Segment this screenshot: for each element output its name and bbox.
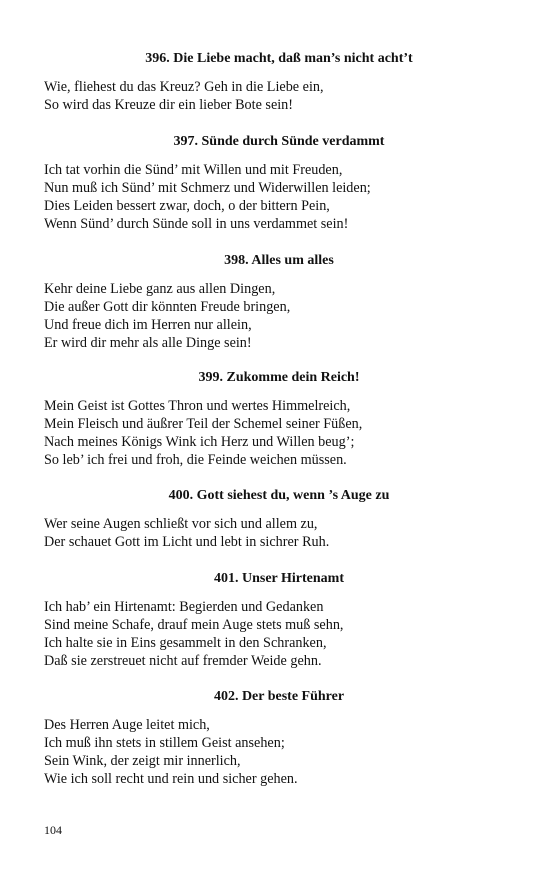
poem-402: [44, 688, 514, 788]
poem-line: Sein Wink, der zeigt mir innerlich,: [44, 753, 241, 769]
poem-line: Ich muß ihn stets in stillem Geist ansehen;: [44, 735, 285, 751]
poem-title: 396. Die Liebe macht, daß man’s nicht acht’t: [145, 51, 413, 66]
poem-line: Und freue dich im Herren nur allein,: [44, 317, 252, 333]
poem-stanza: [44, 78, 514, 114]
poem-397: [44, 133, 514, 233]
poem-line: Kehr deine Liebe ganz aus allen Dingen,: [44, 281, 276, 297]
poem-stanza: [44, 397, 514, 469]
poem-title: 400. Gott siehest du, wenn ’s Auge zu: [168, 488, 390, 503]
poem-400: [44, 487, 514, 551]
poem-title: 402. Der beste Führer: [213, 689, 345, 704]
poem-line: Mein Geist ist Gottes Thron und wertes Himmelreich,: [44, 398, 351, 414]
poem-line: Wie ich soll recht und rein und sicher gehen.: [44, 771, 298, 787]
poem-401: [44, 570, 514, 670]
poem-line: Nach meines Königs Wink ich Herz und Willen beug’;: [44, 434, 355, 450]
poem-title: 398. Alles um alles: [224, 253, 334, 268]
poem-line: Nun muß ich Sünd’ mit Schmerz und Widerwillen leiden;: [44, 180, 371, 196]
poem-line: Mein Fleisch und äußrer Teil der Schemel seiner Füßen,: [44, 416, 363, 432]
page-number: 104: [44, 823, 62, 837]
poem-stanza: [44, 515, 514, 551]
poem-stanza: [44, 598, 514, 670]
poem-line: Ich hab’ ein Hirtenamt: Begierden und Gedanken: [44, 599, 324, 615]
poem-line: Wer seine Augen schließt vor sich und allem zu,: [44, 516, 318, 532]
book-page: [44, 0, 514, 880]
poem-399: [44, 369, 514, 469]
poem-line: Wie, fliehest du das Kreuz? Geh in die Liebe ein,: [44, 79, 324, 95]
poem-line: Die außer Gott dir könnten Freude bringen,: [44, 299, 291, 315]
poem-line: Der schauet Gott im Licht und lebt in sichrer Ruh.: [44, 534, 330, 550]
poem-line: Er wird dir mehr als alle Dinge sein!: [44, 335, 252, 351]
poem-line: Ich tat vorhin die Sünd’ mit Willen und mit Freuden,: [44, 162, 343, 178]
poem-line: Sind meine Schafe, drauf mein Auge stets muß sehn,: [44, 617, 344, 633]
poem-line: Wenn Sünd’ durch Sünde soll in uns verdammet sein!: [44, 216, 349, 232]
poem-line: Daß sie zerstreuet nicht auf fremder Weide gehn.: [44, 653, 322, 669]
poem-stanza: [44, 161, 514, 233]
poem-stanza: [44, 716, 514, 788]
poem-line: Dies Leiden bessert zwar, doch, o der bittern Pein,: [44, 198, 330, 214]
poem-396: [44, 50, 514, 114]
poem-stanza: [44, 280, 514, 352]
poem-398: [44, 252, 514, 352]
poem-line: Des Herren Auge leitet mich,: [44, 717, 210, 733]
poem-line: Ich halte sie in Eins gesammelt in den Schranken,: [44, 635, 327, 651]
poem-line: So wird das Kreuze dir ein lieber Bote sein!: [44, 97, 293, 113]
poem-title: 397. Sünde durch Sünde verdammt: [173, 134, 385, 149]
poem-line: So leb’ ich frei und froh, die Feinde weichen müssen.: [44, 452, 347, 468]
poem-title: 401. Unser Hirtenamt: [214, 571, 344, 586]
poem-title: 399. Zukomme dein Reich!: [198, 370, 360, 385]
